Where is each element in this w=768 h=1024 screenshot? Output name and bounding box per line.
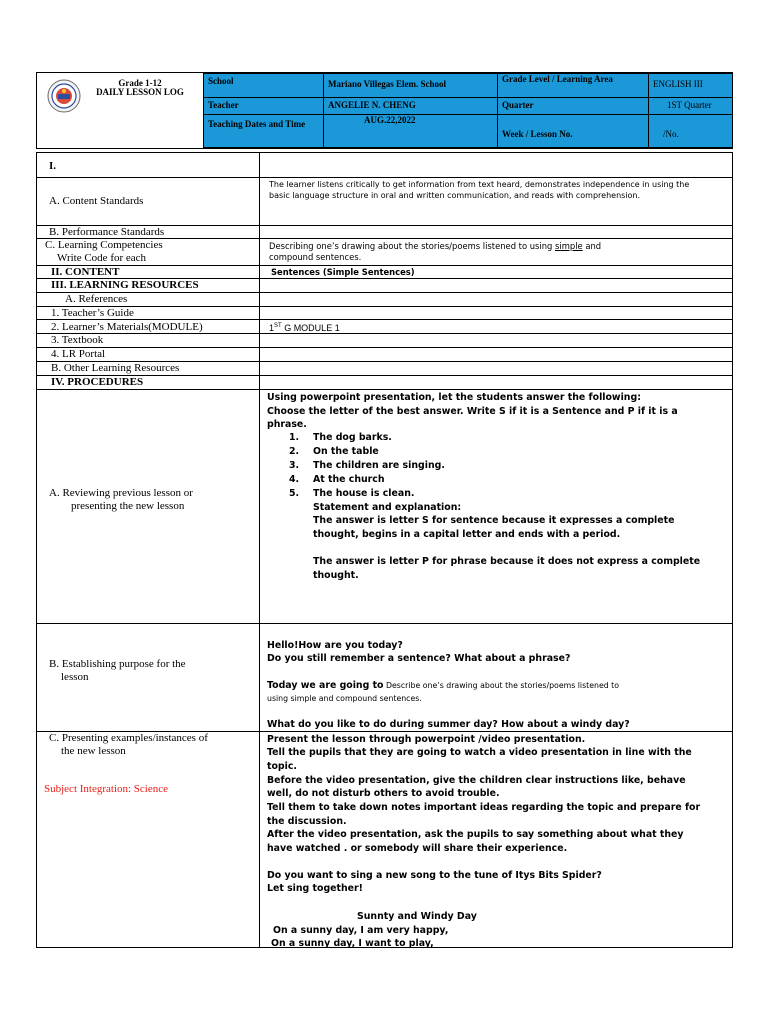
- subject-integration: Subject Integration: Science: [44, 783, 169, 795]
- song-title: Sunnty and Windy Day: [357, 911, 477, 922]
- procA-line2: Choose the letter of the best answer. Write S if it is a Sentence and P if it is a: [267, 406, 678, 417]
- content-standards-text: The learner listens critically to get information from text heard, demonstrates independence in using the basic language structure in oral and written communication, and reads with comprehension.: [269, 180, 690, 200]
- module-text: [269, 321, 340, 334]
- week-value: /No.: [648, 114, 733, 148]
- procB-line3-main: Today we are going to: [267, 680, 384, 691]
- procB-line4: using simple and compound sentences.: [267, 694, 422, 703]
- procC-line: Before the video presentation, give the children clear instructions like, behave: [267, 775, 686, 786]
- content-text: Sentences (Simple Sentences): [271, 267, 415, 277]
- procB-line3: [267, 679, 619, 693]
- header-left: [37, 73, 203, 148]
- row-divider: [37, 333, 732, 334]
- content-standards-label: A. Content Standards: [49, 195, 144, 207]
- procB-label-2: lesson: [61, 671, 89, 683]
- lesson-table: [36, 152, 733, 948]
- teacher-value: ANGELIE N. CHENG: [323, 97, 498, 115]
- competencies-text-b: and: [582, 241, 602, 251]
- competencies-text: [269, 241, 601, 252]
- competencies-label: C. Learning Competencies: [45, 239, 163, 251]
- procC-sing2: Let sing together!: [267, 883, 363, 894]
- procB-label: B. Establishing purpose for the: [49, 658, 186, 670]
- procA-statement: Statement and explanation:: [313, 502, 462, 513]
- procA-item: The children are singing.: [313, 460, 445, 471]
- row-divider: [37, 347, 732, 348]
- column-divider: [259, 153, 260, 947]
- procedures-heading: IV. PROCEDURES: [51, 376, 144, 388]
- competencies-text-a: Describing one’s drawing about the stories/poems listened to using: [269, 241, 556, 251]
- teacher-label: Teacher: [203, 97, 324, 115]
- procA-exp2a: The answer is letter P for phrase because it does not express a complete: [313, 556, 701, 567]
- quarter-value: 1ST Quarter: [648, 97, 733, 115]
- competencies-text-u: simple: [555, 241, 583, 251]
- procC-line: Tell the pupils that they are going to watch a video presentation in line with the: [267, 747, 692, 758]
- row-divider: [37, 319, 732, 320]
- procA-item: The dog barks.: [313, 432, 392, 443]
- procA-num: 2.: [289, 446, 300, 457]
- learners-materials-label: 2. Learner’s Materials(MODULE): [51, 321, 203, 333]
- deped-seal-icon: [47, 79, 81, 113]
- header-title: DAILY LESSON LOG: [96, 87, 184, 97]
- procA-num: 1.: [289, 432, 300, 443]
- lr-portal-label: 4. LR Portal: [51, 348, 106, 360]
- procA-line3: phrase.: [267, 419, 307, 430]
- week-label: Week / Lesson No.: [497, 114, 649, 148]
- content-heading: II. CONTENT: [51, 266, 120, 278]
- procC-sing1: Do you want to sing a new song to the tune of Itys Bits Spider?: [267, 870, 602, 881]
- grade-area-label: Grade Level / Learning Area: [497, 73, 649, 98]
- procA-exp2b: thought.: [313, 570, 359, 581]
- procC-label-2: the new lesson: [61, 745, 126, 757]
- procA-num: 3.: [289, 460, 300, 471]
- procB-line2: Do you still remember a sentence? What about a phrase?: [267, 653, 571, 664]
- header-grade: Grade 1-12: [118, 78, 162, 88]
- procC-line: well, do not disturb others to avoid trouble.: [267, 788, 500, 799]
- procA-exp1a: The answer is letter S for sentence because it expresses a complete: [313, 515, 675, 526]
- header-block: [36, 72, 733, 149]
- procC-line: Tell them to take down notes important ideas regarding the topic and prepare for: [267, 802, 701, 813]
- row-divider: [37, 292, 732, 293]
- procA-label: A. Reviewing previous lesson or: [49, 487, 193, 499]
- module-sup: ST: [274, 323, 282, 329]
- performance-standards-label: B. Performance Standards: [49, 226, 165, 238]
- row-divider: [37, 623, 732, 624]
- objectives-heading: I.: [49, 160, 57, 172]
- competencies-text-c: compound sentences.: [269, 252, 362, 262]
- row-divider: [37, 389, 732, 390]
- procA-num: 4.: [289, 474, 300, 485]
- procA-exp1b: thought, begins in a capital letter and ends with a period.: [313, 529, 621, 540]
- procA-item: The house is clean.: [313, 488, 415, 499]
- resources-heading: III. LEARNING RESOURCES: [51, 279, 199, 291]
- procA-line1: Using powerpoint presentation, let the students answer the following:: [267, 392, 641, 403]
- dates-value: AUG.22,2022: [323, 114, 498, 148]
- row-divider: [37, 265, 732, 266]
- school-value: Mariano Villegas Elem. School: [323, 73, 498, 98]
- procC-line: the discussion.: [267, 816, 347, 827]
- procA-num: 5.: [289, 488, 300, 499]
- procA-item: On the table: [313, 446, 379, 457]
- procA-label-2: presenting the new lesson: [71, 500, 185, 512]
- references-label: A. References: [65, 293, 128, 305]
- procB-line1: Hello!How are you today?: [267, 640, 403, 651]
- school-label: School: [203, 73, 324, 98]
- row-divider: [37, 177, 732, 178]
- row-divider: [37, 306, 732, 307]
- module-post: G MODULE 1: [281, 323, 340, 333]
- procC-line: topic.: [267, 761, 297, 772]
- procC-label: C. Presenting examples/instances of: [49, 732, 208, 744]
- quarter-label: Quarter: [497, 97, 649, 115]
- module-pre: 1: [269, 323, 275, 333]
- song-line2: On a sunny day, I want to play,: [271, 938, 434, 949]
- textbook-label: 3. Textbook: [51, 334, 104, 346]
- procC-line: have watched . or somebody will share their experience.: [267, 843, 568, 854]
- dates-label: Teaching Dates and Time: [203, 114, 324, 148]
- song-line1: On a sunny day, I am very happy,: [273, 925, 449, 936]
- procB-line3-small: Describe one’s drawing about the stories/poems listened to: [383, 681, 620, 690]
- procC-line: After the video presentation, ask the pupils to say something about what they: [267, 829, 684, 840]
- header-info-grid: [203, 73, 733, 148]
- other-resources-label: B. Other Learning Resources: [51, 362, 180, 374]
- teachers-guide-label: 1. Teacher’s Guide: [51, 307, 134, 319]
- grade-area-value: ENGLISH III: [648, 73, 733, 98]
- procA-item: At the church: [313, 474, 385, 485]
- competencies-code-label: Write Code for each: [57, 252, 147, 264]
- procB-line5: What do you like to do during summer day? How about a windy day?: [267, 719, 630, 730]
- procC-line: Present the lesson through powerpoint /video presentation.: [267, 734, 586, 745]
